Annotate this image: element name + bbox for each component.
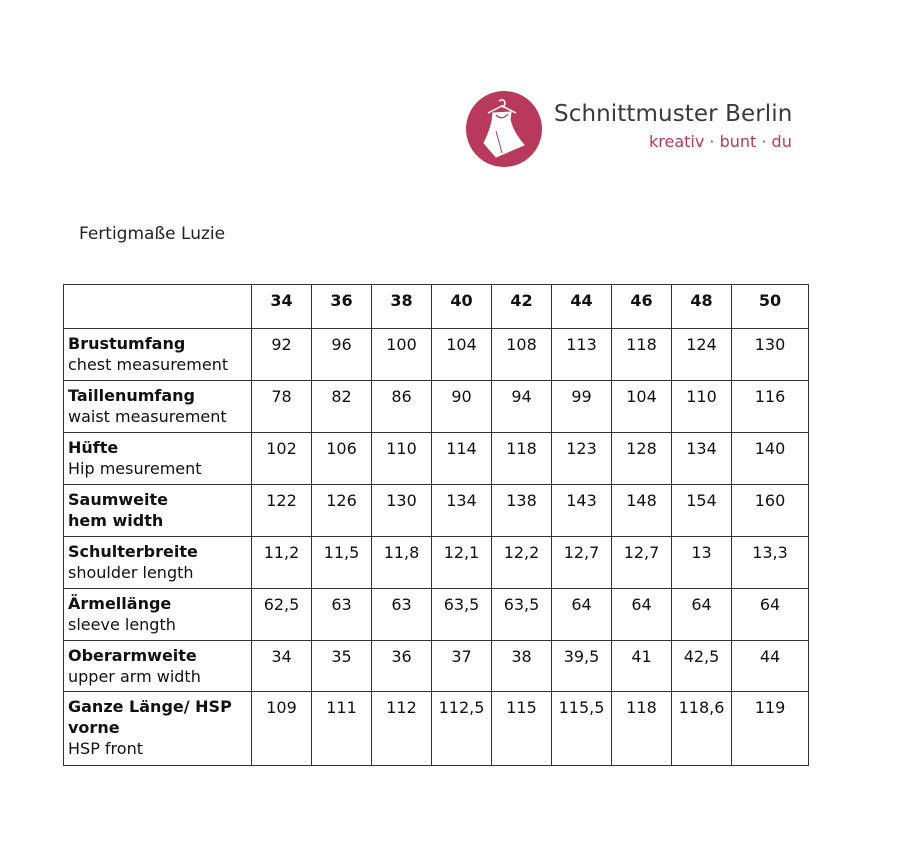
measurement-value-cell: 94: [492, 381, 552, 433]
measurement-value-cell: 154: [672, 485, 732, 537]
measurement-label-de: Saumweite: [68, 490, 168, 509]
size-header: 44: [552, 285, 612, 329]
measurement-label-en: shoulder length: [68, 563, 194, 582]
measurement-value-cell: 118,6: [672, 692, 732, 766]
measurement-value-cell: 134: [672, 433, 732, 485]
measurement-row: [64, 537, 809, 589]
measurement-value-cell: 140: [732, 433, 809, 485]
measurement-value-cell: 114: [432, 433, 492, 485]
measurement-value-cell: 106: [312, 433, 372, 485]
measurement-label-de: Ärmellänge: [68, 594, 172, 613]
measurement-value-cell: 64: [612, 589, 672, 641]
measurement-value-cell: 126: [312, 485, 372, 537]
measurement-row: [64, 589, 809, 641]
measurement-value-cell: 13,3: [732, 537, 809, 589]
dress-on-hanger-icon: [466, 91, 542, 167]
measurement-label-cell: [64, 433, 252, 485]
measurement-label-en: Hip mesurement: [68, 459, 202, 478]
measurement-value-cell: 13: [672, 537, 732, 589]
measurement-label-en: upper arm width: [68, 667, 201, 686]
measurement-label-cell: [64, 537, 252, 589]
measurement-value-cell: 116: [732, 381, 809, 433]
measurement-row: [64, 329, 809, 381]
measurement-value-cell: 35: [312, 641, 372, 692]
measurement-value-cell: 148: [612, 485, 672, 537]
measurement-value-cell: 118: [492, 433, 552, 485]
measurement-value-cell: 104: [432, 329, 492, 381]
size-header: 40: [432, 285, 492, 329]
measurement-value-cell: 160: [732, 485, 809, 537]
measurement-label-de: Ganze Länge/ HSP vorne: [68, 697, 232, 737]
measurement-value-cell: 11,5: [312, 537, 372, 589]
measurement-value-cell: 118: [612, 692, 672, 766]
measurement-value-cell: 12,2: [492, 537, 552, 589]
measurement-value-cell: 115: [492, 692, 552, 766]
measurement-value-cell: 12,7: [552, 537, 612, 589]
measurement-value-cell: 128: [612, 433, 672, 485]
measurement-value-cell: 113: [552, 329, 612, 381]
measurement-label-de: Taillenumfang: [68, 386, 196, 405]
measurement-value-cell: 63: [312, 589, 372, 641]
measurement-value-cell: 122: [252, 485, 312, 537]
measurement-row: [64, 485, 809, 537]
measurement-label-de: Brustumfang: [68, 334, 186, 353]
measurement-value-cell: 38: [492, 641, 552, 692]
measurement-value-cell: 63: [372, 589, 432, 641]
measurement-value-cell: 92: [252, 329, 312, 381]
size-header: 50: [732, 285, 809, 329]
measurement-value-cell: 109: [252, 692, 312, 766]
measurement-label-cell: [64, 692, 252, 766]
measurement-value-cell: 39,5: [552, 641, 612, 692]
measurement-label-cell: [64, 381, 252, 433]
measurement-value-cell: 119: [732, 692, 809, 766]
measurement-value-cell: 34: [252, 641, 312, 692]
measurement-label-de: Schulterbreite: [68, 542, 198, 561]
measurement-row: [64, 381, 809, 433]
measurement-value-cell: 11,2: [252, 537, 312, 589]
measurement-label-en: sleeve length: [68, 615, 176, 634]
measurement-value-cell: 64: [732, 589, 809, 641]
size-header: 34: [252, 285, 312, 329]
measurement-value-cell: 42,5: [672, 641, 732, 692]
measurement-value-cell: 143: [552, 485, 612, 537]
measurement-value-cell: 11,8: [372, 537, 432, 589]
measurement-value-cell: 110: [372, 433, 432, 485]
brand-name: Schnittmuster Berlin: [554, 101, 793, 127]
measurement-row: [64, 692, 809, 766]
size-header: 38: [372, 285, 432, 329]
measurement-value-cell: 86: [372, 381, 432, 433]
measurement-label-en: HSP front: [68, 739, 143, 758]
size-header: 42: [492, 285, 552, 329]
measurement-value-cell: 90: [432, 381, 492, 433]
measurement-value-cell: 96: [312, 329, 372, 381]
measurement-label-de: Hüfte: [68, 438, 119, 457]
measurement-value-cell: 130: [372, 485, 432, 537]
measurement-row: [64, 433, 809, 485]
measurement-value-cell: 123: [552, 433, 612, 485]
measurement-value-cell: 110: [672, 381, 732, 433]
brand-tagline: kreativ · bunt · du: [649, 132, 792, 151]
measurement-value-cell: 63,5: [432, 589, 492, 641]
size-header: 46: [612, 285, 672, 329]
measurement-value-cell: 102: [252, 433, 312, 485]
measurement-label-cell: [64, 641, 252, 692]
measurement-value-cell: 37: [432, 641, 492, 692]
measurement-value-cell: 82: [312, 381, 372, 433]
measurement-value-cell: 12,7: [612, 537, 672, 589]
measurement-value-cell: 36: [372, 641, 432, 692]
size-header-row: [64, 285, 809, 329]
measurement-value-cell: 12,1: [432, 537, 492, 589]
measurement-value-cell: 112,5: [432, 692, 492, 766]
measurement-label-en: waist measurement: [68, 407, 227, 426]
measurement-label-en: chest measurement: [68, 355, 229, 374]
measurement-value-cell: 108: [492, 329, 552, 381]
measurement-value-cell: 44: [732, 641, 809, 692]
measurement-value-cell: 78: [252, 381, 312, 433]
measurement-label-de: Oberarmweite: [68, 646, 197, 665]
measurement-value-cell: 118: [612, 329, 672, 381]
measurement-value-cell: 41: [612, 641, 672, 692]
measurement-value-cell: 130: [732, 329, 809, 381]
measurement-label-cell: [64, 589, 252, 641]
size-header: 36: [312, 285, 372, 329]
measurement-value-cell: 63,5: [492, 589, 552, 641]
measurement-value-cell: 111: [312, 692, 372, 766]
measurement-value-cell: 64: [672, 589, 732, 641]
measurement-value-cell: 112: [372, 692, 432, 766]
measurement-label-cell: [64, 485, 252, 537]
measurement-value-cell: 99: [552, 381, 612, 433]
measurement-value-cell: 124: [672, 329, 732, 381]
document-title: Fertigmaße Luzie: [79, 224, 226, 244]
measurement-row: [64, 641, 809, 692]
brand-logo: [466, 91, 542, 167]
measurement-label-en: hem width: [68, 511, 164, 530]
measurement-value-cell: 62,5: [252, 589, 312, 641]
header-empty-cell: [64, 285, 252, 329]
measurement-value-cell: 100: [372, 329, 432, 381]
measurement-label-cell: [64, 329, 252, 381]
size-table: [63, 284, 809, 766]
measurement-value-cell: 115,5: [552, 692, 612, 766]
measurement-value-cell: 134: [432, 485, 492, 537]
size-header: 48: [672, 285, 732, 329]
measurement-value-cell: 138: [492, 485, 552, 537]
measurement-value-cell: 64: [552, 589, 612, 641]
measurement-value-cell: 104: [612, 381, 672, 433]
